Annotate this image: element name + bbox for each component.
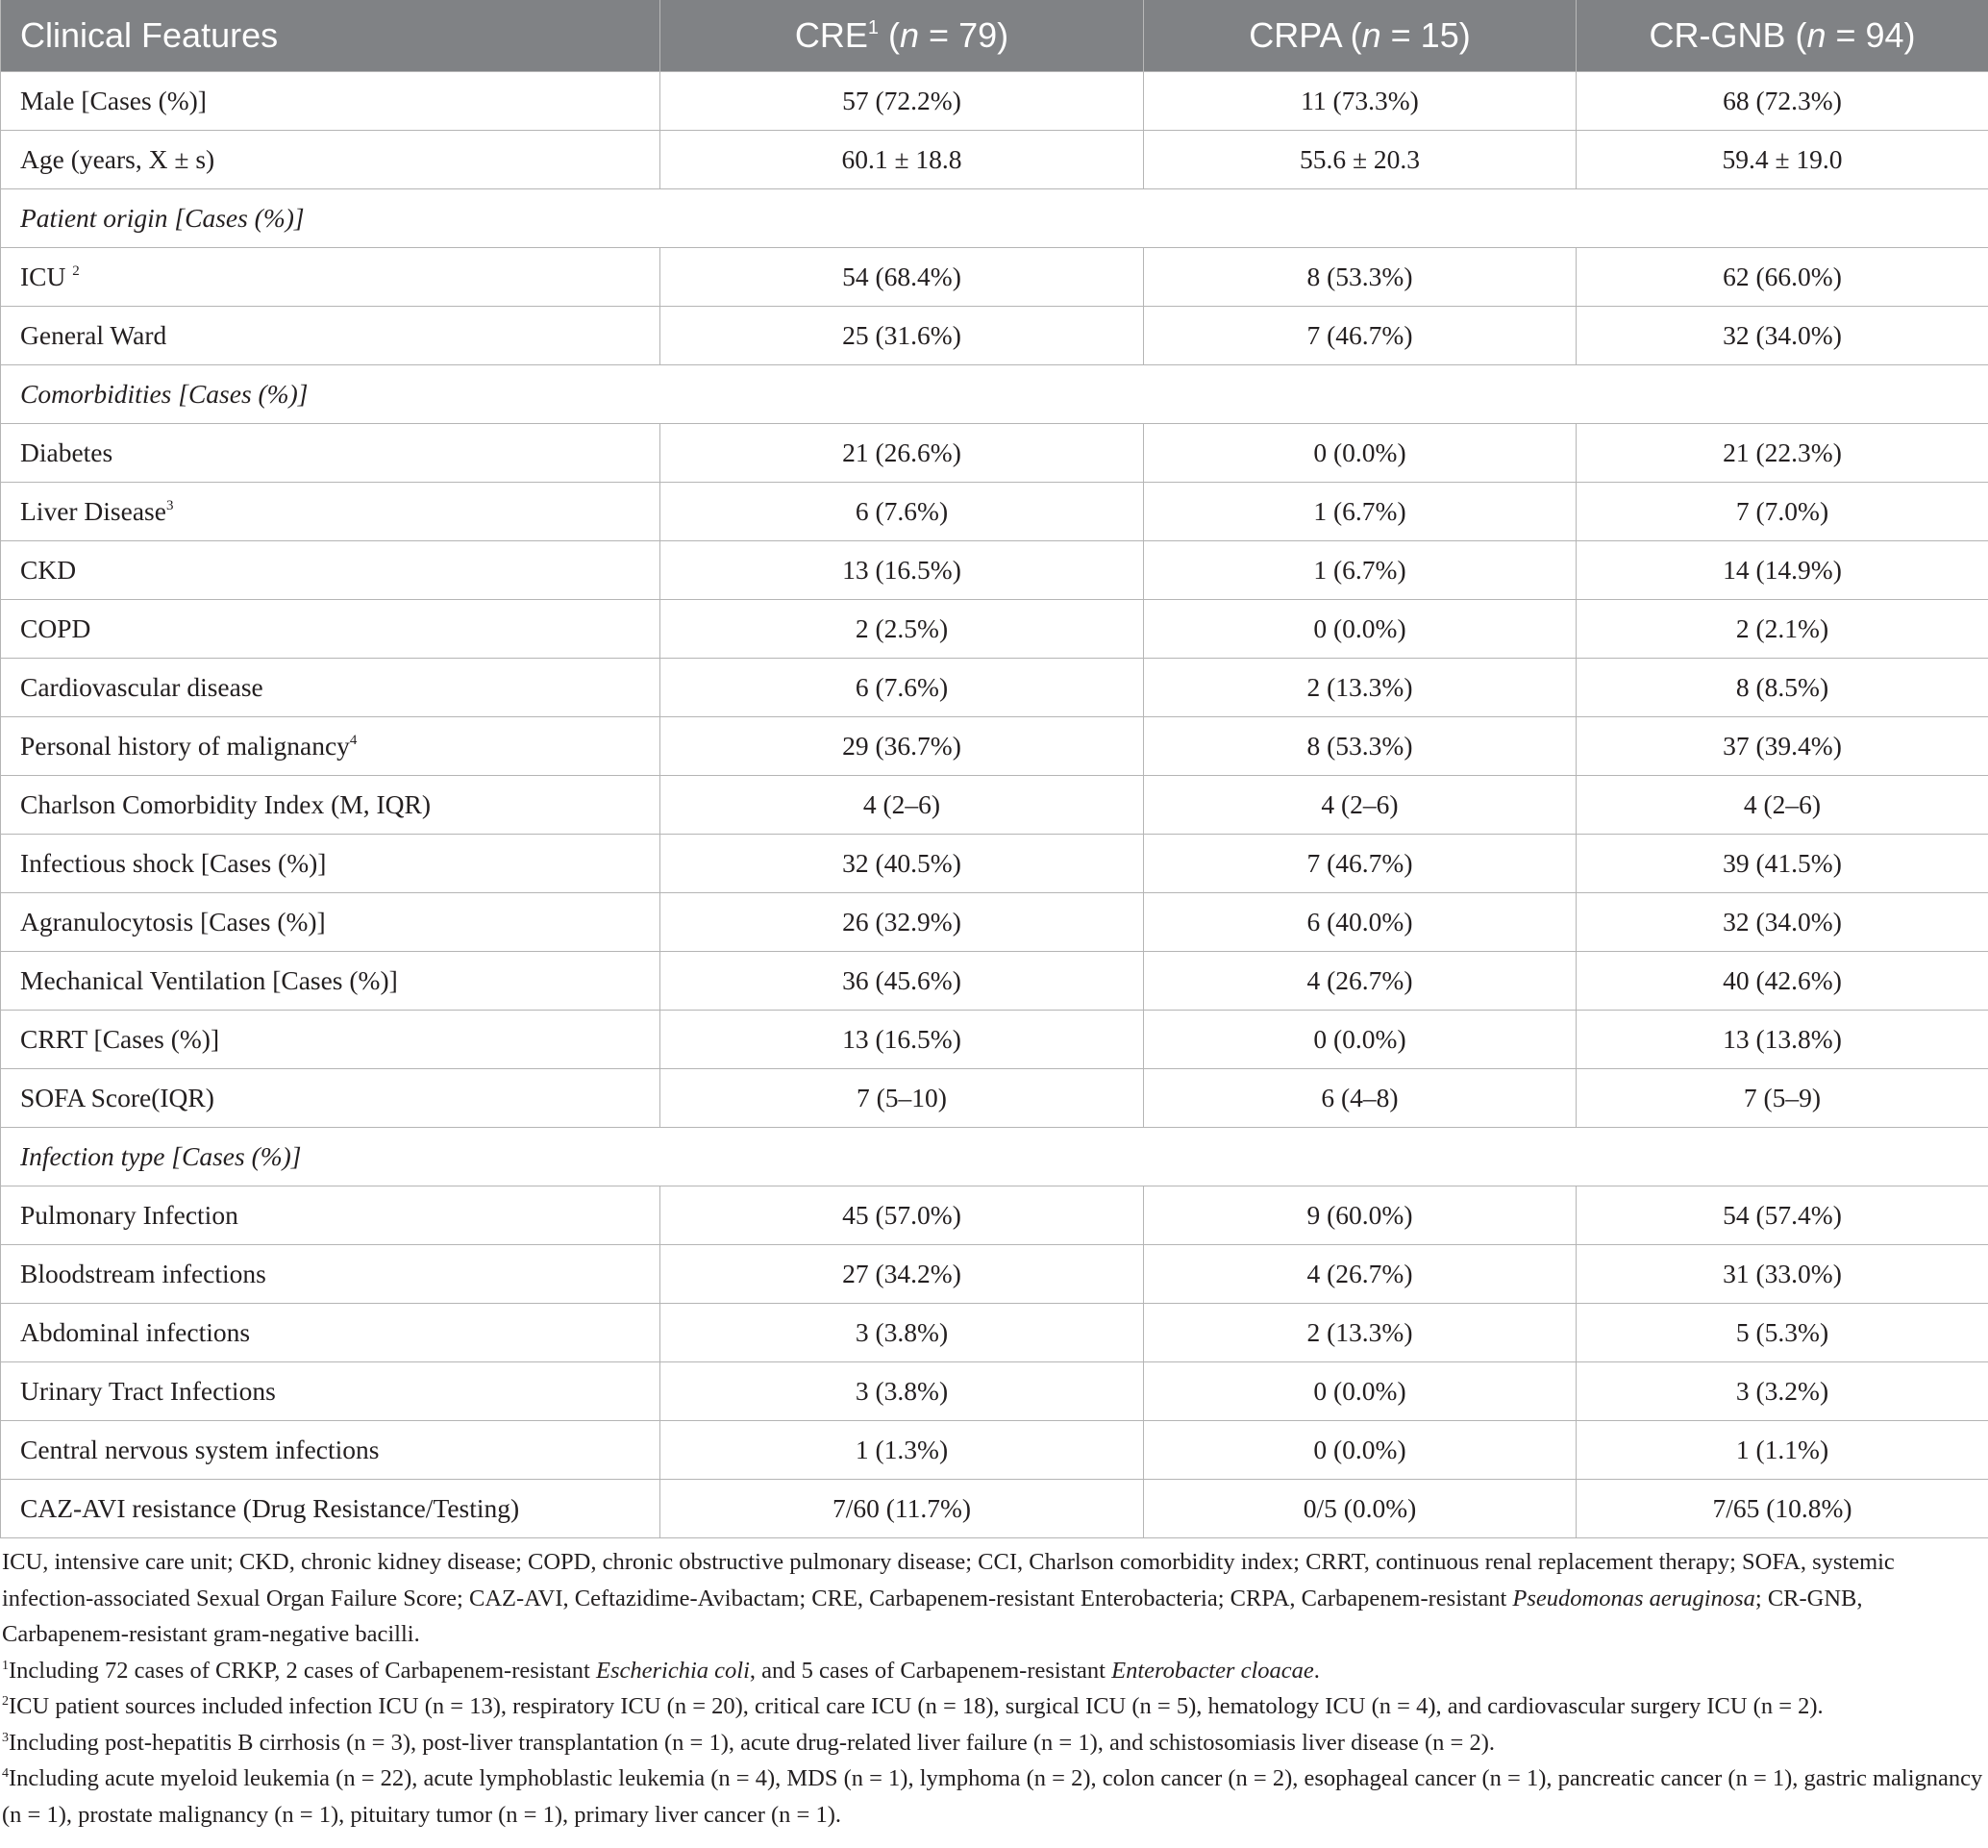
cell-cre: 3 (3.8%) xyxy=(660,1304,1144,1362)
section-row xyxy=(1,365,1988,424)
cell-cre: 13 (16.5%) xyxy=(660,1011,1144,1069)
cell-cre: 4 (2–6) xyxy=(660,776,1144,835)
header-crpa: CRPA (n = 15) xyxy=(1144,0,1577,72)
row-label: Bloodstream infections xyxy=(1,1245,660,1304)
cell-crpa: 4 (26.7%) xyxy=(1144,1245,1577,1304)
footnote-3: $^3$Including post-hepatitis B cirrhosis (n = 3), post-liver transplantation (n = 1), acute drug-related liver failure (n = 1), and schistosomiasis liver disease (n = 2). xyxy=(2,1729,1495,1756)
table-row xyxy=(1,1480,1988,1538)
row-label: Agranulocytosis [Cases (%)] xyxy=(1,893,660,952)
cell-crgnb: 13 (13.8%) xyxy=(1577,1011,1988,1069)
cell-crgnb: 54 (57.4%) xyxy=(1577,1186,1988,1245)
header-crgnb: CR-GNB (n = 94) xyxy=(1577,0,1988,72)
table-row xyxy=(1,600,1988,659)
cell-crpa: 0 (0.0%) xyxy=(1144,1011,1577,1069)
cell-cre: 6 (7.6%) xyxy=(660,659,1144,717)
row-label: ICU $^2$ xyxy=(1,248,660,307)
row-label: Abdominal infections xyxy=(1,1304,660,1362)
cell-cre: 6 (7.6%) xyxy=(660,483,1144,541)
header-clinical-features: Clinical Features xyxy=(1,0,660,72)
row-label: Diabetes xyxy=(1,424,660,483)
cell-crpa: 6 (4–8) xyxy=(1144,1069,1577,1128)
cell-crpa: 0 (0.0%) xyxy=(1144,424,1577,483)
table-row xyxy=(1,1362,1988,1421)
cell-cre: 7/60 (11.7%) xyxy=(660,1480,1144,1538)
row-label: Urinary Tract Infections xyxy=(1,1362,660,1421)
cell-crpa: 0 (0.0%) xyxy=(1144,1362,1577,1421)
cell-crgnb: 62 (66.0%) xyxy=(1577,248,1988,307)
footnote-1: $^1$Including 72 cases of CRKP, 2 cases of Carbapenem-resistant Escherichia coli, and 5 cases of Carbapenem-resistant Enterobacter cloacae. xyxy=(2,1657,1320,1684)
cell-crgnb: 32 (34.0%) xyxy=(1577,307,1988,365)
cell-crpa: 8 (53.3%) xyxy=(1144,717,1577,776)
table-row xyxy=(1,1245,1988,1304)
cell-crpa: 1 (6.7%) xyxy=(1144,541,1577,600)
row-label: CAZ-AVI resistance (Drug Resistance/Testing) xyxy=(1,1480,660,1538)
cell-crgnb: 7 (5–9) xyxy=(1577,1069,1988,1128)
cell-crpa: 55.6 ± 20.3 xyxy=(1144,131,1577,189)
cell-cre: 32 (40.5%) xyxy=(660,835,1144,893)
cell-cre: 3 (3.8%) xyxy=(660,1362,1144,1421)
row-label: COPD xyxy=(1,600,660,659)
cell-crpa: 7 (46.7%) xyxy=(1144,307,1577,365)
section-row xyxy=(1,1128,1988,1186)
row-label: CRRT [Cases (%)] xyxy=(1,1011,660,1069)
row-label: SOFA Score(IQR) xyxy=(1,1069,660,1128)
section-row xyxy=(1,189,1988,248)
row-label: CKD xyxy=(1,541,660,600)
row-label: Mechanical Ventilation [Cases (%)] xyxy=(1,952,660,1011)
table-row xyxy=(1,307,1988,365)
table-row xyxy=(1,776,1988,835)
cell-cre: 1 (1.3%) xyxy=(660,1421,1144,1480)
table-row xyxy=(1,248,1988,307)
cell-cre: 21 (26.6%) xyxy=(660,424,1144,483)
section-label: Patient origin [Cases (%)] xyxy=(1,189,1988,248)
cell-crgnb: 39 (41.5%) xyxy=(1577,835,1988,893)
cell-crgnb: 3 (3.2%) xyxy=(1577,1362,1988,1421)
cell-crpa: 11 (73.3%) xyxy=(1144,72,1577,131)
table-row xyxy=(1,893,1988,952)
cell-crgnb: 37 (39.4%) xyxy=(1577,717,1988,776)
cell-crgnb: 7 (7.0%) xyxy=(1577,483,1988,541)
cell-cre: 13 (16.5%) xyxy=(660,541,1144,600)
table-row xyxy=(1,1069,1988,1128)
row-label: Pulmonary Infection xyxy=(1,1186,660,1245)
cell-crgnb: 14 (14.9%) xyxy=(1577,541,1988,600)
cell-crgnb: 59.4 ± 19.0 xyxy=(1577,131,1988,189)
table-row xyxy=(1,1186,1988,1245)
cell-cre: 36 (45.6%) xyxy=(660,952,1144,1011)
cell-crpa: 4 (2–6) xyxy=(1144,776,1577,835)
table-row xyxy=(1,131,1988,189)
cell-crgnb: 40 (42.6%) xyxy=(1577,952,1988,1011)
table-row xyxy=(1,72,1988,131)
row-label: Personal history of malignancy$^4$ xyxy=(1,717,660,776)
cell-cre: 7 (5–10) xyxy=(660,1069,1144,1128)
table-row xyxy=(1,1421,1988,1480)
abbreviations-note: ICU, intensive care unit; CKD, chronic kidney disease; COPD, chronic obstructive pulmonary disease; CCI, Charlson comorbidity index; CRRT, continuous renal replacement therapy; SOFA, systemic infection-associated Sexual Organ Failure Score; CAZ-AVI, Ceftazidime-Avibactam; CRE, Carbapenem-resistant Enterobacteria; CRPA, Carbapenem-resistant Pseudomonas aeruginosa; CR-GNB, Carbapenem-resistant gram-negative bacilli. xyxy=(2,1549,1895,1647)
cell-crpa: 1 (6.7%) xyxy=(1144,483,1577,541)
section-label: Infection type [Cases (%)] xyxy=(1,1128,1988,1186)
header-cre: CRE$^1$ (n = 79) xyxy=(660,0,1144,72)
cell-crpa: 6 (40.0%) xyxy=(1144,893,1577,952)
row-label: Infectious shock [Cases (%)] xyxy=(1,835,660,893)
footnote-2: $^2$ICU patient sources included infection ICU (n = 13), respiratory ICU (n = 20), critical care ICU (n = 18), surgical ICU (n = 5), hematology ICU (n = 4), and cardiovascular surgery ICU (n = 2). xyxy=(2,1693,1824,1719)
cell-cre: 29 (36.7%) xyxy=(660,717,1144,776)
cell-crgnb: 8 (8.5%) xyxy=(1577,659,1988,717)
cell-crgnb: 5 (5.3%) xyxy=(1577,1304,1988,1362)
cell-crpa: 8 (53.3%) xyxy=(1144,248,1577,307)
cell-crpa: 0 (0.0%) xyxy=(1144,600,1577,659)
table-row xyxy=(1,952,1988,1011)
cell-crgnb: 7/65 (10.8%) xyxy=(1577,1480,1988,1538)
cell-cre: 26 (32.9%) xyxy=(660,893,1144,952)
cell-cre: 57 (72.2%) xyxy=(660,72,1144,131)
table-row xyxy=(1,659,1988,717)
table-row xyxy=(1,541,1988,600)
cell-crpa: 2 (13.3%) xyxy=(1144,659,1577,717)
cell-cre: 25 (31.6%) xyxy=(660,307,1144,365)
header-row xyxy=(1,0,1988,72)
footnote-4: $^4$Including acute myeloid leukemia (n = 22), acute lymphoblastic leukemia (n = 4), MDS (n = 1), lymphoma (n = 2), colon cancer (n = 2), esophageal cancer (n = 1), pancreatic cancer (n = 1), gastric malignancy (n = 1), prostate malignancy (n = 1), pituitary tumor (n = 1), primary liver cancer (n = 1). xyxy=(2,1765,1983,1828)
row-label: Charlson Comorbidity Index (M, IQR) xyxy=(1,776,660,835)
table-row xyxy=(1,483,1988,541)
cell-crpa: 4 (26.7%) xyxy=(1144,952,1577,1011)
cell-cre: 2 (2.5%) xyxy=(660,600,1144,659)
table-row xyxy=(1,717,1988,776)
cell-crpa: 9 (60.0%) xyxy=(1144,1186,1577,1245)
row-label: Cardiovascular disease xyxy=(1,659,660,717)
section-label: Comorbidities [Cases (%)] xyxy=(1,365,1988,424)
cell-crgnb: 21 (22.3%) xyxy=(1577,424,1988,483)
cell-cre: 54 (68.4%) xyxy=(660,248,1144,307)
cell-crgnb: 4 (2–6) xyxy=(1577,776,1988,835)
cell-crgnb: 1 (1.1%) xyxy=(1577,1421,1988,1480)
row-label: Male [Cases (%)] xyxy=(1,72,660,131)
cell-cre: 45 (57.0%) xyxy=(660,1186,1144,1245)
cell-cre: 27 (34.2%) xyxy=(660,1245,1144,1304)
row-label: Age (years, X ± s) xyxy=(1,131,660,189)
table-footnotes xyxy=(0,1538,1988,1833)
row-label: Liver Disease$^3$ xyxy=(1,483,660,541)
cell-crpa: 2 (13.3%) xyxy=(1144,1304,1577,1362)
row-label: General Ward xyxy=(1,307,660,365)
cell-crpa: 0/5 (0.0%) xyxy=(1144,1480,1577,1538)
cell-crgnb: 2 (2.1%) xyxy=(1577,600,1988,659)
table-row xyxy=(1,1011,1988,1069)
cell-crpa: 7 (46.7%) xyxy=(1144,835,1577,893)
cell-crgnb: 31 (33.0%) xyxy=(1577,1245,1988,1304)
cell-crgnb: 32 (34.0%) xyxy=(1577,893,1988,952)
table-row xyxy=(1,835,1988,893)
cell-crpa: 0 (0.0%) xyxy=(1144,1421,1577,1480)
cell-cre: 60.1 ± 18.8 xyxy=(660,131,1144,189)
table-row xyxy=(1,1304,1988,1362)
table-row xyxy=(1,424,1988,483)
cell-crgnb: 68 (72.3%) xyxy=(1577,72,1988,131)
row-label: Central nervous system infections xyxy=(1,1421,660,1480)
